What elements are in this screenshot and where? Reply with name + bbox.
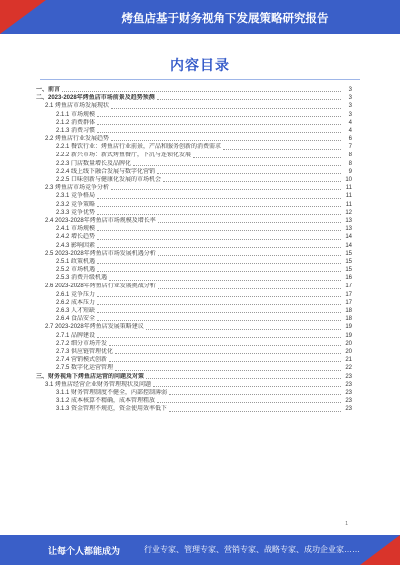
toc-entry-page: 17 [345, 283, 352, 290]
toc-entry-title: 2.3.2 竞争策略 [56, 201, 96, 208]
toc-entry[interactable] [36, 373, 352, 381]
toc-entry-page: 11 [345, 193, 352, 200]
toc-entry-title: 一、前言 [36, 86, 61, 93]
toc-entry[interactable] [36, 315, 352, 323]
toc-entry[interactable] [36, 135, 352, 143]
toc-entry-title: 2.2.5 口味创新与健康化发展的市场机会 [56, 177, 162, 184]
footer-slogan: 让每个人都能成为 [48, 546, 121, 556]
toc-leader-dots [115, 370, 341, 371]
report-title: 烤鱼店基于财务视角下发展策略研究报告 [121, 13, 329, 25]
toc-entry-page: 20 [345, 348, 352, 355]
toc-leader-dots [153, 386, 341, 387]
toc-entry-title: 2.4.2 增长趋势 [56, 234, 96, 241]
toc-entry-title: 2.4.1 市场规模 [56, 226, 96, 233]
toc-leader-dots [97, 132, 341, 133]
toc-entry[interactable] [36, 364, 352, 372]
table-of-contents [36, 86, 352, 414]
toc-leader-dots [169, 411, 341, 412]
toc-leader-dots [97, 198, 341, 199]
toc-entry-title: 2.5.3 消费升级机遇 [56, 275, 108, 282]
toc-leader-dots [146, 378, 341, 379]
toc-leader-dots [97, 337, 341, 338]
toc-entry[interactable] [36, 348, 352, 356]
toc-leader-dots [157, 173, 341, 174]
toc-entry[interactable] [36, 233, 352, 241]
toc-entry[interactable] [36, 340, 352, 348]
toc-entry-title: 2.5.2 市场机遇 [56, 267, 96, 274]
toc-entry-title: 2.6.4 食品安全 [56, 316, 96, 323]
toc-entry-page: 3 [348, 111, 352, 118]
toc-entry-title: 2.1.3 消费习惯 [56, 127, 96, 134]
toc-entry-page: 15 [345, 250, 352, 257]
toc-entry-page: 11 [345, 201, 352, 208]
toc-leader-dots [111, 140, 341, 141]
toc-entry[interactable] [36, 389, 352, 397]
toc-entry-page: 18 [345, 316, 352, 323]
toc-leader-dots [97, 320, 341, 321]
toc-entry-title: 2.4.3 影响因素 [56, 242, 96, 249]
toc-entry-page: 12 [345, 209, 352, 216]
toc-leader-dots [97, 263, 341, 264]
toc-entry[interactable] [36, 160, 352, 168]
toc-leader-dots [109, 345, 341, 346]
toc-leader-dots [158, 222, 341, 223]
page-number: 1 [345, 521, 348, 527]
toc-entry[interactable] [36, 225, 352, 233]
toc-entry-page: 6 [348, 136, 352, 143]
toc-entry[interactable] [36, 201, 352, 209]
toc-entry-title: 2.2.4 线上线下融合发展与数字化营销 [56, 168, 156, 175]
toc-entry-title: 三、财务视角下烤鱼店运营的问题及对策 [36, 373, 145, 380]
toc-entry-title: 2.7.3 供应链管理优化 [56, 348, 114, 355]
toc-entry-page: 13 [345, 217, 352, 224]
toc-entry[interactable] [36, 274, 352, 282]
toc-entry[interactable] [36, 86, 352, 94]
toc-entry-title: 2.3.1 竞争格局 [56, 193, 96, 200]
toc-entry[interactable] [36, 102, 352, 110]
toc-entry[interactable] [36, 176, 352, 184]
toc-leader-dots [115, 353, 341, 354]
toc-entry-title: 2.3.3 竞争优势 [56, 209, 96, 216]
toc-entry[interactable] [36, 119, 352, 127]
toc-entry-title: 2.5 2023-2028年烤鱼店市场发展机遇分析 [45, 250, 156, 257]
toc-entry-title: 2.6 2023-2028年烤鱼店行业发展挑战分析 [45, 283, 156, 290]
toc-leader-dots [169, 394, 341, 395]
toc-leader-dots [97, 271, 341, 272]
toc-entry-page: 3 [348, 103, 352, 110]
toc-leader-dots [146, 329, 341, 330]
toc-entry-title: 2.1.1 市场规模 [56, 111, 96, 118]
toc-entry-page: 17 [345, 299, 352, 306]
toc-leader-dots [97, 312, 341, 313]
header-banner [0, 0, 400, 34]
toc-entry-page: 3 [348, 95, 352, 102]
toc-entry[interactable] [36, 258, 352, 266]
toc-entry-title: 2.7.5 数字化运营管理 [56, 365, 114, 372]
toc-leader-dots [97, 116, 341, 117]
toc-entry[interactable] [36, 299, 352, 307]
toc-entry-title: 2.2.2 新兴市场：新式烤鱼餐厅，下沉与连锁化发展 [56, 152, 192, 159]
toc-leader-dots [223, 149, 341, 150]
toc-entry-page: 21 [345, 357, 352, 364]
toc-entry-page: 4 [348, 127, 352, 134]
toc-leader-dots [158, 288, 341, 289]
toc-entry-page: 16 [345, 275, 352, 282]
toc-entry-title: 2.7.1 品牌建设 [56, 332, 96, 339]
toc-leader-dots [97, 296, 341, 297]
toc-entry-page: 14 [345, 234, 352, 241]
toc-entry-page: 3 [348, 86, 352, 93]
toc-entry-title: 2.6.1 竞争压力 [56, 291, 96, 298]
footer-tagline: 行业专家、管理专家、营销专家、战略专家、成功企业家…… [144, 545, 360, 554]
toc-entry-title: 2.4 2023-2028年烤鱼店市场规模及增长率 [45, 217, 156, 224]
toc-leader-dots [111, 189, 341, 190]
toc-entry[interactable] [36, 184, 352, 192]
toc-leader-dots [133, 165, 341, 166]
toc-leader-dots [62, 91, 341, 92]
toc-entry-title: 2.2.3 门店数量增长及品牌化 [56, 160, 132, 167]
toc-entry[interactable] [36, 381, 352, 389]
toc-entry[interactable] [36, 143, 352, 151]
toc-leader-dots [163, 181, 341, 182]
toc-entry-title: 2.1 烤鱼店市场发展现状 [45, 103, 110, 110]
toc-leader-dots [97, 124, 341, 125]
toc-entry-page: 23 [345, 398, 352, 405]
toc-entry-title: 3.1.2 成本核算不精确，成本管理粗放 [56, 398, 156, 405]
toc-entry-page: 10 [345, 177, 352, 184]
toc-leader-dots [109, 280, 341, 281]
toc-heading: 内容目录 [170, 57, 230, 73]
toc-entry-title: 2.5.1 政策机遇 [56, 258, 96, 265]
toc-entry-title: 二、2023-2028年烤鱼店市场前景及趋势预测 [36, 95, 155, 102]
toc-entry-page: 17 [345, 291, 352, 298]
toc-entry-page: 8 [348, 160, 352, 167]
toc-entry[interactable] [36, 242, 352, 250]
toc-entry-page: 15 [345, 258, 352, 265]
toc-entry-page: 20 [345, 340, 352, 347]
header-red-corner [0, 0, 46, 34]
toc-entry-page: 13 [345, 226, 352, 233]
toc-entry-title: 3.1 烤鱼店经营企业财务管理现状及问题 [45, 381, 152, 388]
toc-entry[interactable] [36, 397, 352, 405]
toc-entry-page: 23 [345, 381, 352, 388]
toc-entry[interactable] [36, 127, 352, 135]
toc-entry-page: 4 [348, 119, 352, 126]
toc-entry-page: 8 [348, 152, 352, 159]
toc-leader-dots [157, 402, 341, 403]
toc-entry[interactable] [36, 266, 352, 274]
toc-leader-dots [111, 108, 341, 109]
toc-entry-title: 3.1.3 资金管理不规范，资金使用效率低下 [56, 406, 168, 413]
toc-divider [40, 79, 360, 80]
toc-entry[interactable] [36, 291, 352, 299]
toc-entry[interactable] [36, 209, 352, 217]
toc-leader-dots [97, 214, 341, 215]
toc-leader-dots [158, 255, 341, 256]
toc-entry[interactable] [36, 356, 352, 364]
toc-entry-title: 2.1.2 消费群体 [56, 119, 96, 126]
toc-entry[interactable] [36, 94, 352, 102]
toc-entry[interactable] [36, 283, 352, 291]
toc-entry-page: 19 [345, 332, 352, 339]
toc-leader-dots [97, 230, 341, 231]
toc-entry[interactable] [36, 111, 352, 119]
toc-entry-page: 19 [345, 324, 352, 331]
toc-entry-page: 7 [348, 144, 352, 151]
toc-entry-title: 2.7.2 细分市场开发 [56, 340, 108, 347]
toc-entry-title: 2.7.4 营销模式创新 [56, 357, 108, 364]
toc-leader-dots [109, 361, 341, 362]
toc-leader-dots [97, 239, 341, 240]
toc-entry-page: 22 [345, 365, 352, 372]
toc-entry-page: 23 [345, 406, 352, 413]
toc-entry[interactable] [36, 217, 352, 225]
toc-entry[interactable] [36, 332, 352, 340]
toc-entry[interactable] [36, 405, 352, 413]
toc-leader-dots [97, 206, 341, 207]
toc-entry[interactable] [36, 307, 352, 315]
toc-leader-dots [193, 157, 341, 158]
footer-banner [0, 535, 400, 565]
toc-entry-page: 15 [345, 267, 352, 274]
toc-entry-page: 18 [345, 308, 352, 315]
toc-entry-page: 23 [345, 389, 352, 396]
toc-leader-dots [97, 247, 341, 248]
toc-entry-page: 23 [345, 373, 352, 380]
toc-entry[interactable] [36, 323, 352, 331]
toc-entry-page: 14 [345, 242, 352, 249]
toc-entry[interactable] [36, 192, 352, 200]
toc-entry-page: 11 [345, 185, 352, 192]
toc-entry-title: 2.2 烤鱼店行业发展趋势 [45, 136, 110, 143]
toc-entry-title: 2.2.1 餐饮行业：烤鱼店行业前景，产品和服务创新的消费需求 [56, 144, 222, 151]
footer-red-corner [360, 535, 400, 565]
toc-entry-title: 2.7 2023-2028年烤鱼店发展策略建议 [45, 324, 144, 331]
toc-leader-dots [157, 99, 341, 100]
toc-entry-title: 2.3 烤鱼店市场竞争分析 [45, 185, 110, 192]
toc-leader-dots [97, 304, 341, 305]
toc-entry[interactable] [36, 168, 352, 176]
toc-entry-title: 3.1.1 财务管理制度不健全，内部控制薄弱 [56, 389, 168, 396]
toc-entry-page: 9 [348, 168, 352, 175]
toc-entry[interactable] [36, 250, 352, 258]
toc-entry-title: 2.6.2 成本压力 [56, 299, 96, 306]
toc-entry[interactable] [36, 152, 352, 160]
toc-entry-title: 2.6.3 人才短缺 [56, 308, 96, 315]
